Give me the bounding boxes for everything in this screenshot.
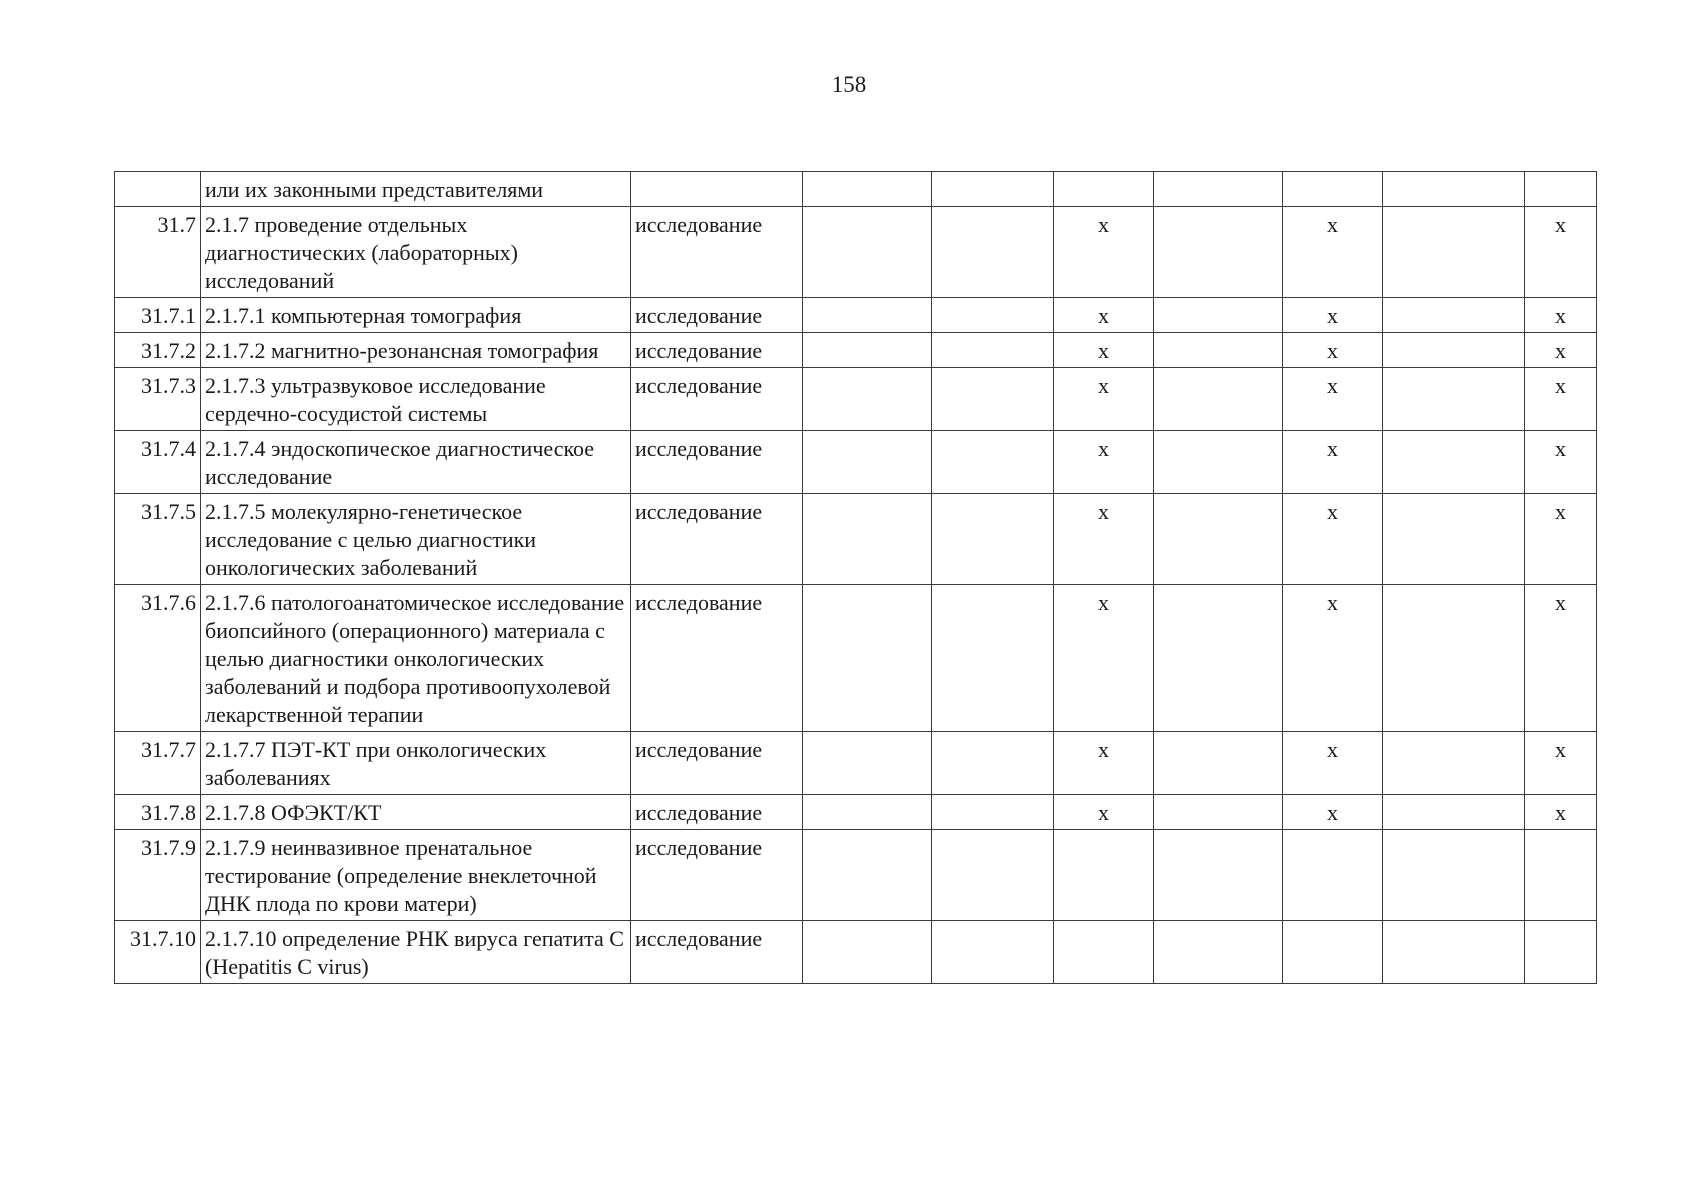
table-row <box>115 494 1597 585</box>
value-cell <box>803 732 932 795</box>
value-cell: х <box>1054 431 1154 494</box>
value-cell <box>803 585 932 732</box>
unit-cell <box>631 172 803 207</box>
value-cell: х <box>1283 431 1383 494</box>
value-cell <box>1383 431 1525 494</box>
value-cell <box>1154 732 1283 795</box>
value-cell <box>932 921 1054 984</box>
value-cell <box>932 207 1054 298</box>
value-cell <box>1383 921 1525 984</box>
value-cell <box>1054 172 1154 207</box>
unit-cell: исследование <box>631 732 803 795</box>
value-cell: х <box>1283 207 1383 298</box>
value-cell <box>932 172 1054 207</box>
table-row <box>115 207 1597 298</box>
table-row <box>115 431 1597 494</box>
table-row <box>115 298 1597 333</box>
value-cell: х <box>1054 732 1154 795</box>
value-cell: х <box>1054 494 1154 585</box>
row-number: 31.7.5 <box>115 494 201 585</box>
value-cell <box>803 795 932 830</box>
table-row <box>115 368 1597 431</box>
value-cell <box>932 333 1054 368</box>
unit-cell: исследование <box>631 333 803 368</box>
value-cell: х <box>1525 368 1597 431</box>
value-cell <box>1383 732 1525 795</box>
value-cell <box>1054 921 1154 984</box>
value-cell: х <box>1525 732 1597 795</box>
value-cell <box>1383 298 1525 333</box>
value-cell <box>1283 830 1383 921</box>
value-cell <box>1383 795 1525 830</box>
value-cell: х <box>1283 795 1383 830</box>
row-number: 31.7.6 <box>115 585 201 732</box>
value-cell: х <box>1525 431 1597 494</box>
value-cell <box>803 431 932 494</box>
service-name: 2.1.7.5 молекулярно-генетическое исследование с целью диагностики онкологических заболеваний <box>201 494 631 585</box>
row-number: 31.7.8 <box>115 795 201 830</box>
value-cell <box>1054 830 1154 921</box>
table-row <box>115 795 1597 830</box>
value-cell <box>932 368 1054 431</box>
unit-cell: исследование <box>631 585 803 732</box>
value-cell <box>1383 494 1525 585</box>
value-cell <box>1154 795 1283 830</box>
value-cell <box>1383 830 1525 921</box>
value-cell <box>1154 830 1283 921</box>
service-name: 2.1.7.6 патологоанатомическое исследование биопсийного (операционного) материала с целью диагностики онкологических заболеваний и подбора противоопухолевой лекарственной терапии <box>201 585 631 732</box>
unit-cell: исследование <box>631 921 803 984</box>
table-row <box>115 585 1597 732</box>
unit-cell: исследование <box>631 795 803 830</box>
services-table <box>114 171 1597 984</box>
value-cell <box>1283 921 1383 984</box>
value-cell <box>803 494 932 585</box>
row-number: 31.7.1 <box>115 298 201 333</box>
unit-cell: исследование <box>631 207 803 298</box>
unit-cell: исследование <box>631 431 803 494</box>
value-cell: х <box>1525 585 1597 732</box>
value-cell <box>1154 431 1283 494</box>
value-cell <box>803 368 932 431</box>
value-cell <box>803 172 932 207</box>
service-name: 2.1.7.8 ОФЭКТ/КТ <box>201 795 631 830</box>
value-cell: х <box>1054 207 1154 298</box>
value-cell <box>932 830 1054 921</box>
value-cell <box>803 830 932 921</box>
value-cell: х <box>1525 207 1597 298</box>
service-name: 2.1.7 проведение отдельных диагностических (лабораторных) исследований <box>201 207 631 298</box>
value-cell <box>1154 172 1283 207</box>
value-cell <box>932 732 1054 795</box>
row-number: 31.7.10 <box>115 921 201 984</box>
value-cell <box>1154 921 1283 984</box>
value-cell <box>1154 494 1283 585</box>
value-cell: х <box>1283 333 1383 368</box>
value-cell: х <box>1054 795 1154 830</box>
value-cell <box>1383 333 1525 368</box>
value-cell <box>932 431 1054 494</box>
value-cell: х <box>1054 298 1154 333</box>
value-cell <box>1383 172 1525 207</box>
value-cell <box>1154 298 1283 333</box>
unit-cell: исследование <box>631 368 803 431</box>
service-name: или их законными представителями <box>201 172 631 207</box>
table-row <box>115 921 1597 984</box>
service-name: 2.1.7.1 компьютерная томография <box>201 298 631 333</box>
value-cell <box>932 795 1054 830</box>
value-cell: х <box>1283 585 1383 732</box>
table-row <box>115 732 1597 795</box>
unit-cell: исследование <box>631 830 803 921</box>
value-cell <box>1154 333 1283 368</box>
table-row <box>115 830 1597 921</box>
value-cell <box>1154 585 1283 732</box>
value-cell: х <box>1054 368 1154 431</box>
value-cell <box>1525 921 1597 984</box>
value-cell <box>1154 207 1283 298</box>
value-cell <box>932 298 1054 333</box>
row-number: 31.7.9 <box>115 830 201 921</box>
value-cell <box>803 333 932 368</box>
value-cell: х <box>1525 333 1597 368</box>
value-cell <box>1383 585 1525 732</box>
value-cell <box>932 585 1054 732</box>
value-cell: х <box>1525 795 1597 830</box>
table-row <box>115 172 1597 207</box>
row-number: 31.7.2 <box>115 333 201 368</box>
value-cell: х <box>1054 585 1154 732</box>
value-cell <box>1383 368 1525 431</box>
row-number: 31.7.7 <box>115 732 201 795</box>
value-cell <box>1383 207 1525 298</box>
service-name: 2.1.7.10 определение РНК вируса гепатита С (Hepatitis C virus) <box>201 921 631 984</box>
value-cell <box>1283 172 1383 207</box>
value-cell: х <box>1525 494 1597 585</box>
value-cell: х <box>1283 368 1383 431</box>
value-cell: х <box>1525 298 1597 333</box>
row-number: 31.7.4 <box>115 431 201 494</box>
value-cell: х <box>1283 494 1383 585</box>
value-cell <box>1525 172 1597 207</box>
service-name: 2.1.7.7 ПЭТ-КТ при онкологических заболеваниях <box>201 732 631 795</box>
row-number <box>115 172 201 207</box>
table-row <box>115 333 1597 368</box>
row-number: 31.7.3 <box>115 368 201 431</box>
service-name: 2.1.7.9 неинвазивное пренатальное тестирование (определение внеклеточной ДНК плода по крови матери) <box>201 830 631 921</box>
value-cell <box>803 921 932 984</box>
value-cell <box>803 207 932 298</box>
value-cell <box>1154 368 1283 431</box>
row-number: 31.7 <box>115 207 201 298</box>
unit-cell: исследование <box>631 298 803 333</box>
value-cell: х <box>1283 732 1383 795</box>
service-name: 2.1.7.2 магнитно-резонансная томография <box>201 333 631 368</box>
value-cell: х <box>1054 333 1154 368</box>
value-cell: х <box>1283 298 1383 333</box>
value-cell <box>932 494 1054 585</box>
service-name: 2.1.7.3 ультразвуковое исследование сердечно-сосудистой системы <box>201 368 631 431</box>
value-cell <box>1525 830 1597 921</box>
unit-cell: исследование <box>631 494 803 585</box>
value-cell <box>803 298 932 333</box>
service-name: 2.1.7.4 эндоскопическое диагностическое исследование <box>201 431 631 494</box>
page-number: 158 <box>831 72 867 97</box>
